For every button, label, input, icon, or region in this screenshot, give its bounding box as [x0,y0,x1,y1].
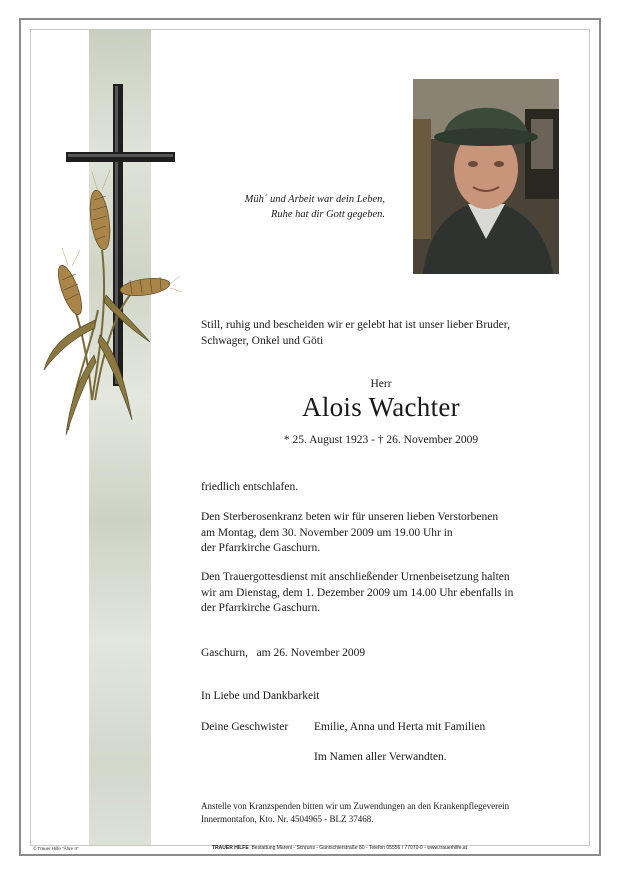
life-dates: * 25. August 1923 - † 26. November 2009 [283,434,479,446]
family-label: Deine Geschwister [201,721,289,733]
donation-line: Innermontafon, Kto. Nr. 4504965 - BLZ 37468. [201,813,374,824]
intro-text [201,318,510,349]
intro-line: Still, ruhig und bescheiden wir er gelebt hat ist unser lieber Bruder, [201,319,511,331]
funeral-text [201,570,513,617]
rosary-text [201,510,498,557]
intro-line: Schwager, Onkel und Göti [201,334,324,347]
funeral-line: wir am Dienstag, dem 1. Dezember 2009 um 14.00 Uhr ebenfalls in [201,586,514,599]
funeral-line: Den Trauergottesdienst mit anschließender Urnenbeisetzung halten [201,571,510,583]
salutation: Herr [370,378,392,390]
rosary-line: Den Sterberosenkranz beten wir für unseren lieben Verstorbenen [201,511,499,523]
donation-line: Anstelle von Kranzspenden bitten wir um Zuwendungen an den Krankenpflegeverein [201,801,510,811]
verse-line: Ruhe hat dir Gott gegeben. [270,208,385,220]
footer-imprint [212,845,467,851]
memorial-verse [190,193,385,222]
rosary-line: der Pfarrkirche Gaschurn. [201,542,321,554]
verse-line: Müh´ und Arbeit war dein Leben, [244,194,385,205]
rosary-line: am Montag, dem 30. November 2009 um 19.00 Uhr in [201,526,453,539]
family-names: Emilie, Anna und Herta mit Familien [314,721,486,733]
portrait-photo [413,79,559,274]
funeral-line: der Pfarrkirche Gaschurn. [201,602,321,614]
place-date: Gaschurn, am 26. November 2009 [201,647,366,659]
donation-note [201,800,509,825]
footer-contact: Bestattung Mareni - Schruns - Gantschierstraße 80 - Telefon 05556 / 77070-0 - www.trauerhilfe.at [248,845,468,851]
deceased-name: Alois Wachter [302,392,460,422]
relatives-text: Im Namen aller Verwandten. [314,751,447,763]
closing-text: In Liebe und Dankbarkeit [201,690,320,702]
cross-with-wheat-icon [40,80,190,440]
footer-brand: TRAUER HILFE [212,845,249,851]
footer-copyright: © Trauer Hilfe "Ähre II" [33,846,79,851]
passed-text: friedlich entschlafen. [201,481,299,493]
